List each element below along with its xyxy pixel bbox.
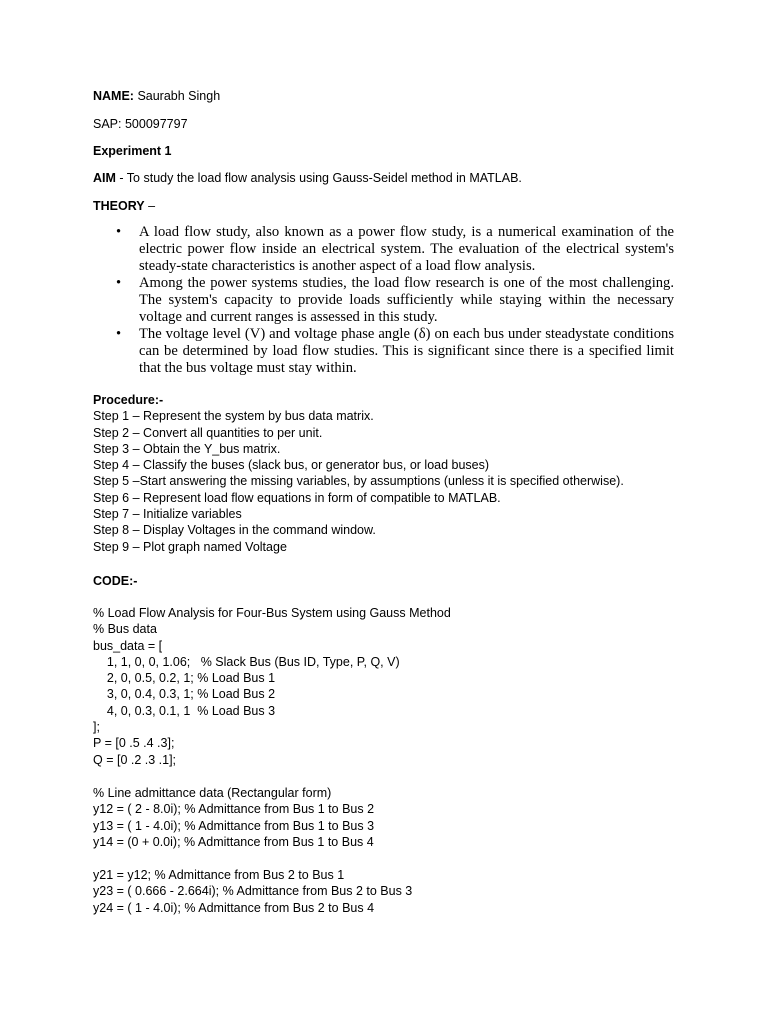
procedure-step: Step 8 – Display Voltages in the command window. <box>93 523 376 538</box>
code-line: ]; <box>93 720 100 735</box>
theory-label: THEORY <box>93 199 145 213</box>
sap-line: SAP: 500097797 <box>93 117 188 131</box>
theory-bullet: • A load flow study, also known as a power flow study, is a numerical examination of the electric power flow inside an electrical system. The evaluation of the electrical system's steady-state characteristics is another aspect of a load flow analysis. <box>116 224 674 274</box>
procedure-step: Step 4 – Classify the buses (slack bus, or generator bus, or load buses) <box>93 458 490 473</box>
theory-list <box>116 224 674 377</box>
aim-text: - To study the load flow analysis using Gauss-Seidel method in MATLAB. <box>115 171 522 185</box>
aim-line <box>93 170 522 186</box>
code-line: y14 = (0 + 0.0i); % Admittance from Bus 1 to Bus 4 <box>93 834 374 849</box>
procedure-step: Step 9 – Plot graph named Voltage <box>93 539 287 554</box>
code-line: y23 = ( 0.666 - 2.664i); % Admittance from Bus 2 to Bus 3 <box>93 884 413 899</box>
code-line: y21 = y12; % Admittance from Bus 2 to Bus 1 <box>93 868 345 882</box>
procedure-step: Step 7 – Initialize variables <box>93 507 242 522</box>
code-line: bus_data = [ <box>93 638 163 653</box>
bullet-icon: • <box>116 224 122 240</box>
bullet-icon: • <box>116 275 122 291</box>
procedure-step: Step 2 – Convert all quantities to per unit. <box>93 425 323 440</box>
procedure-step: Step 5 –Start answering the missing variables, by assumptions (unless it is specified otherwise). <box>93 474 624 489</box>
code-line: 2, 0, 0.5, 0.2, 1; % Load Bus 1 <box>93 671 276 686</box>
procedure-step: Step 1 – Represent the system by bus data matrix. <box>93 409 374 424</box>
procedure-section <box>93 392 624 555</box>
name-line <box>93 88 220 104</box>
code-line: y13 = ( 1 - 4.0i); % Admittance from Bus 1 to Bus 3 <box>93 818 375 833</box>
code-line: y24 = ( 1 - 4.0i); % Admittance from Bus 2 to Bus 4 <box>93 900 375 915</box>
code-line: P = [0 .5 .4 .3]; <box>93 736 175 751</box>
code-title: CODE:- <box>93 574 138 588</box>
name-value: Saurabh Singh <box>133 89 221 103</box>
theory-dash: – <box>144 199 156 213</box>
theory-heading <box>93 198 155 214</box>
code-line: 4, 0, 0.3, 0.1, 1 % Load Bus 3 <box>93 703 276 718</box>
bullet-icon: • <box>116 326 122 342</box>
theory-bullet: • The voltage level (V) and voltage phase angle (δ) on each bus under steadystate conditions can be determined by load flow studies. This is significant since there is a specified limit that the bus voltage must stay within. <box>116 326 674 376</box>
procedure-title: Procedure:- <box>93 393 164 407</box>
aim-label: AIM <box>93 171 116 185</box>
code-block <box>93 867 412 916</box>
code-line: 3, 0, 0.4, 0.3, 1; % Load Bus 2 <box>93 687 276 702</box>
code-line: y12 = ( 2 - 8.0i); % Admittance from Bus 1 to Bus 2 <box>93 802 375 817</box>
procedure-step: Step 6 – Represent load flow equations in form of compatible to MATLAB. <box>93 490 501 505</box>
code-line: % Load Flow Analysis for Four-Bus System using Gauss Method <box>93 606 451 620</box>
code-line: % Bus data <box>93 622 157 637</box>
theory-bullet: • Among the power systems studies, the load flow research is one of the most challenging. The system's capacity to provide loads sufficiently while staying within the necessary voltage and current ranges is assessed in this study. <box>116 275 674 325</box>
code-block <box>93 605 451 768</box>
code-line: 1, 1, 0, 0, 1.06; % Slack Bus (Bus ID, Type, P, Q, V) <box>93 654 400 669</box>
name-label: NAME: <box>93 89 134 103</box>
code-line: Q = [0 .2 .3 .1]; <box>93 752 177 767</box>
code-block <box>93 785 374 850</box>
experiment-title: Experiment 1 <box>93 144 172 158</box>
code-line: % Line admittance data (Rectangular form) <box>93 786 332 800</box>
procedure-step: Step 3 – Obtain the Y_bus matrix. <box>93 441 281 456</box>
